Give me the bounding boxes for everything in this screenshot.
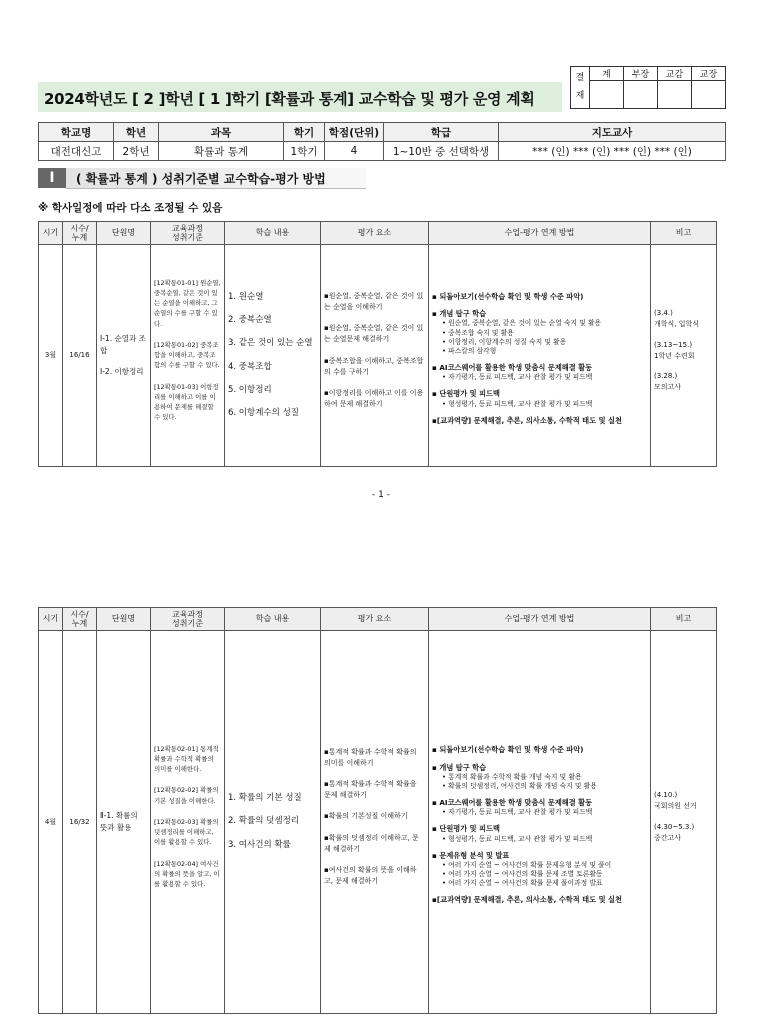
method-item: • 통계적 확률과 수학적 확률 개념 숙지 및 활용 <box>442 772 582 781</box>
method-heading: ▪ 개념 탐구 학습 <box>432 762 487 772</box>
standard-text: [12확통01-03] 이항정리를 이해하고 이를 이용하여 문제를 해결할 수 있다. <box>154 382 219 422</box>
info-header: 학점(단위) <box>325 123 384 142</box>
method-item: • 자기평가, 동료 피드백, 교사 관찰 평가 및 피드백 <box>442 373 593 382</box>
remarks-cell <box>651 631 717 1014</box>
eval-item: ▪중복조합을 이해하고, 중복조합의 수를 구하기 <box>324 356 424 376</box>
content-item: 2. 중복순열 <box>228 315 272 326</box>
approval-header: 교감 <box>658 67 692 81</box>
approval-table <box>570 66 726 109</box>
contents-cell <box>225 245 321 467</box>
info-header: 학급 <box>384 123 499 142</box>
info-header: 지도교사 <box>499 123 726 142</box>
info-school: 대전대신고 <box>39 142 114 161</box>
eval-item: ▪확률의 덧셈정리 이해하고, 문제 해결하기 <box>324 833 419 853</box>
method-heading: ▪ 되돌아보기(선수학습 확인 및 학생 수준 파악) <box>432 292 584 302</box>
method-heading: ▪[교과역량] 문제해결, 추론, 의사소통, 수학적 태도 및 실천 <box>432 895 622 905</box>
plan-table-march <box>38 221 717 467</box>
standard-text: [12확통02-03] 확률의 덧셈정리를 이해하고, 이를 활용할 수 있다. <box>154 817 219 847</box>
info-semester: 1학기 <box>284 142 325 161</box>
standards-cell <box>151 631 225 1014</box>
method-heading: ▪[교과역량] 문제해결, 추론, 의사소통, 수학적 태도 및 실천 <box>432 415 622 425</box>
table-header-row <box>39 222 717 245</box>
method-heading: ▪ AI코스웨어를 활용한 학생 맞춤식 문제해결 활동 <box>432 798 593 808</box>
method-item: • 형성평가, 동료 피드백, 교사 관찰 평가 및 피드백 <box>442 399 593 408</box>
info-teacher: *** (인) *** (인) *** (인) *** (인) <box>499 142 726 161</box>
unit-name: Ⅱ-1. 확률의 뜻과 활용 <box>100 811 138 832</box>
remark-item: (3.13~15.) 1학년 수련회 <box>654 340 695 360</box>
content-item: 1. 원순열 <box>228 291 264 302</box>
approval-sign-cell <box>658 81 692 109</box>
remark-item: (4.30~5.3.) 중간고사 <box>654 823 695 842</box>
info-subject: 확률과 통계 <box>159 142 284 161</box>
contents-cell <box>225 631 321 1014</box>
section-number: I <box>38 168 66 188</box>
course-info-table <box>38 122 726 161</box>
eval-item: ▪원순열, 중복순열, 같은 것이 있는 순열문제 해결하기 <box>324 324 424 344</box>
info-grade: 2학년 <box>114 142 159 161</box>
col-header: 단원명 <box>97 608 151 631</box>
method-cell <box>429 245 651 467</box>
method-item: • 확률의 덧셈정리, 여사건의 확률 개념 숙지 및 활용 <box>442 781 597 790</box>
col-header: 학습 내용 <box>225 222 321 245</box>
approval-sign-cell <box>624 81 658 109</box>
unit-cell <box>97 245 151 467</box>
approval-label: 결 재 <box>571 67 590 109</box>
hours-cell: 16/16 <box>63 245 97 467</box>
col-header: 시기 <box>39 222 63 245</box>
info-header: 학년 <box>114 123 159 142</box>
method-heading: ▪ 되돌아보기(선수학습 확인 및 학생 수준 파악) <box>432 745 584 755</box>
content-item: 2. 확률의 덧셈정리 <box>228 816 299 827</box>
content-item: 6. 이항계수의 성질 <box>228 407 299 418</box>
col-header: 수업-평가 연계 방법 <box>429 222 651 245</box>
hours-cell: 16/32 <box>63 631 97 1014</box>
col-header: 교육과정 성취기준 <box>151 608 225 631</box>
page-number: - 1 - <box>372 490 390 500</box>
col-header: 비고 <box>651 608 717 631</box>
method-item: • 여러 가지 순열 ~ 여사건의 확률 문제 풀이과정 발표 <box>442 879 603 888</box>
content-item: 1. 확률의 기본 성질 <box>228 793 302 804</box>
eval-item: ▪통계적 확률과 수학적 확률을 문제 해결하기 <box>324 780 417 800</box>
eval-item: ▪통계적 확률과 수학적 확률의 의미를 이해하기 <box>324 747 417 767</box>
table-row <box>39 245 717 467</box>
method-heading: ▪ 단원평가 및 피드백 <box>432 824 500 834</box>
eval-cell <box>321 245 429 467</box>
plan-table-april <box>38 607 717 1014</box>
method-heading: ▪ 문제유형 분석 및 발표 <box>432 850 510 860</box>
standard-text: [12확통02-04] 여사건의 확률의 뜻을 알고, 이를 활용할 수 있다. <box>154 859 220 889</box>
eval-item: ▪여사건의 확률의 뜻을 이해하고, 문제 해결하기 <box>324 865 417 886</box>
col-header: 수업-평가 연계 방법 <box>429 608 651 631</box>
method-item: • 원순열, 중복순열, 같은 것이 있는 순열 숙지 및 활용 <box>442 319 602 328</box>
info-header: 학기 <box>284 123 325 142</box>
method-item: • 형성평가, 동료 피드백, 교사 관찰 평가 및 피드백 <box>442 834 593 843</box>
approval-header: 계 <box>590 67 624 81</box>
method-item: • 중복조합 숙지 및 활용 <box>442 328 514 337</box>
method-item: • 자기평가, 동료 피드백, 교사 관찰 평가 및 피드백 <box>442 808 593 817</box>
section-title: ( 확률과 통계 ) 성취기준별 교수학습-평가 방법 <box>76 172 326 186</box>
table-header-row <box>39 608 717 631</box>
info-header: 과목 <box>159 123 284 142</box>
col-header: 시수/ 누계 <box>63 222 97 245</box>
remark-item: (3.28.) 모의고사 <box>654 372 682 392</box>
content-item: 3. 여사건의 확률 <box>228 839 291 850</box>
remark-item: (3.4.) 개학식, 입학식 <box>654 308 700 328</box>
method-heading: ▪ 단원평가 및 피드백 <box>432 389 500 399</box>
remark-item: (4.10.) 국회의원 선거 <box>654 791 697 811</box>
info-credits: 4 <box>325 142 384 161</box>
info-header: 학교명 <box>39 123 114 142</box>
method-heading: ▪ 개념 탐구 학습 <box>432 309 487 319</box>
col-header: 학습 내용 <box>225 608 321 631</box>
standard-text: [12확통01-01] 원순열, 중복순열, 같은 것이 있는 순열을 이해하고, 그 순열의 수를 구할 수 있다. <box>154 278 221 328</box>
content-item: 5. 이항정리 <box>228 384 272 395</box>
content-item: 4. 중복조합 <box>228 361 272 372</box>
col-header: 평가 요소 <box>321 608 429 631</box>
approval-header: 부장 <box>624 67 658 81</box>
approval-sign-cell <box>692 81 726 109</box>
standard-text: [12확통01-02] 중복조합을 이해하고, 중복조합의 수를 구할 수 있다. <box>154 340 220 370</box>
method-cell <box>429 631 651 1014</box>
table-row <box>39 631 717 1014</box>
method-item: • 파스칼의 삼각형 <box>442 346 497 355</box>
col-header: 교육과정 성취기준 <box>151 222 225 245</box>
col-header: 시기 <box>39 608 63 631</box>
col-header: 시수/ 누계 <box>63 608 97 631</box>
period-cell: 3월 <box>39 245 63 467</box>
col-header: 평가 요소 <box>321 222 429 245</box>
method-item: • 이항정리, 이항계수의 성질 숙지 및 활용 <box>442 337 567 346</box>
info-class: 1~10반 중 선택학생 <box>384 142 499 161</box>
approval-header: 교장 <box>692 67 726 81</box>
unit-name: Ⅰ-1. 순열과 조합 <box>100 334 146 355</box>
standard-text: [12확통02-01] 통계적 확률과 수학적 확률의 의미를 이해한다. <box>154 744 219 774</box>
method-item: • 여러 가지 순열 ~ 여사건의 확률 문제 조별 토론활동 <box>442 870 603 879</box>
period-cell: 4월 <box>39 631 63 1014</box>
col-header: 단원명 <box>97 222 151 245</box>
standard-text: [12확통02-02] 확률의 기본 성질을 이해한다. <box>154 786 219 805</box>
eval-item: ▪이항정리를 이해하고 이를 이용하여 문제 해결하기 <box>324 388 424 409</box>
eval-cell <box>321 631 429 1014</box>
schedule-note: ※ 학사일정에 따라 다소 조정될 수 있음 <box>38 202 223 214</box>
remarks-cell <box>651 245 717 467</box>
method-item: • 여러 가지 순열 ~ 여사건의 확률 문제유형 분석 및 풀이 <box>442 860 612 869</box>
col-header: 비고 <box>651 222 717 245</box>
eval-item: ▪확률의 기본성질 이해하기 <box>324 812 408 821</box>
eval-item: ▪원순열, 중복순열, 같은 것이 있는 순열을 이해하기 <box>324 291 424 311</box>
approval-sign-cell <box>590 81 624 109</box>
unit-name: Ⅰ-2. 이항정리 <box>100 367 144 377</box>
page-title: 2024학년도 [ 2 ]학년 [ 1 ]학기 [확률과 통계] 교수학습 및 평가 운영 계획 <box>44 90 535 108</box>
unit-cell <box>97 631 151 1014</box>
content-item: 3. 같은 것이 있는 순열 <box>228 338 313 349</box>
standards-cell <box>151 245 225 467</box>
method-heading: ▪ AI코스웨어를 활용한 학생 맞춤식 문제해결 활동 <box>432 363 593 373</box>
